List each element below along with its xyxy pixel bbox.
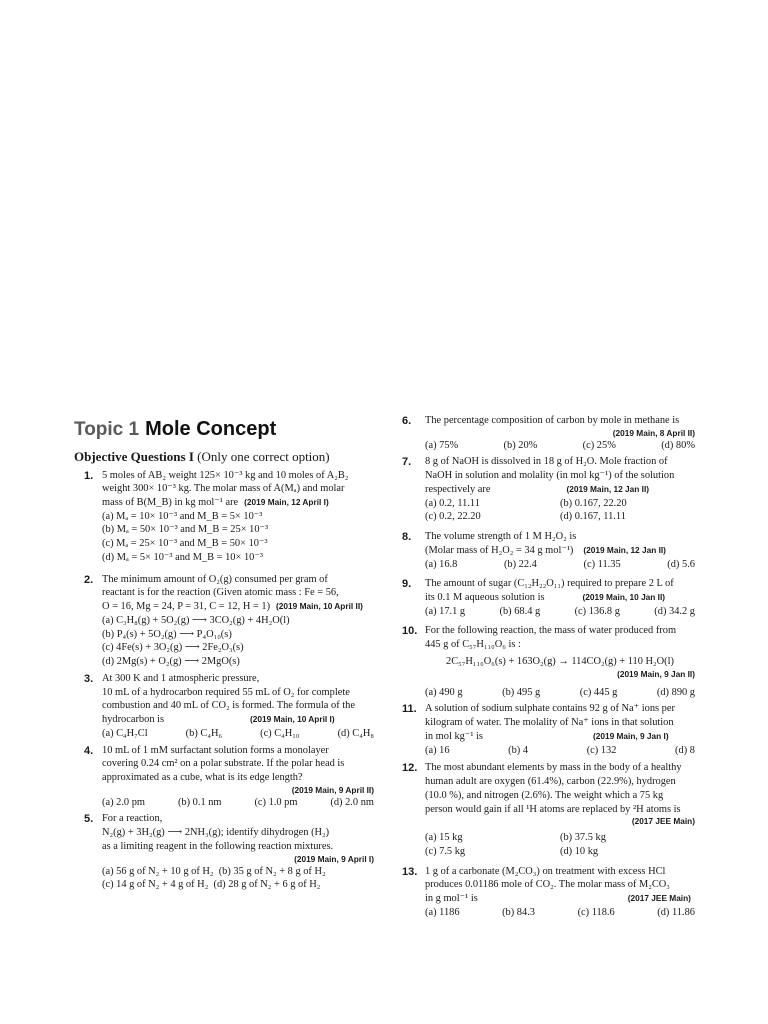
question-text: combustion and 40 mL of CO₂ is formed. The formula of the xyxy=(102,700,355,712)
question-text: 445 g of C₅₇H₁₁₀O₆ is : xyxy=(425,639,521,651)
options-row xyxy=(425,605,695,619)
option-c: (c) 14 g of N₂ + 4 g of H₂ xyxy=(102,879,209,891)
options-row xyxy=(102,796,374,810)
option-d: (d) 28 g of N₂ + 6 g of H₂ xyxy=(213,879,321,891)
options-row xyxy=(425,906,695,920)
question-text: The percentage composition of carbon by mole in methane is xyxy=(425,415,680,426)
option-a: (a) Mₐ = 10× 10⁻³ and M_B = 5× 10⁻³ xyxy=(102,510,263,522)
question-text: The amount of sugar (C₁₂H₂₂O₁₁) required to prepare 2 L of xyxy=(425,578,674,590)
exam-tag: (2019 Main, 12 Jan II) xyxy=(583,544,666,555)
option-a: (a) 0.2, 11.11 xyxy=(425,497,480,509)
section-heading xyxy=(74,448,374,465)
question-9 xyxy=(400,577,695,618)
option-b: (b) C₄H₆ xyxy=(185,727,223,739)
question-4 xyxy=(74,744,374,810)
section-heading-rest: (Only one correct option) xyxy=(197,449,330,465)
options-row xyxy=(425,558,695,572)
question-text: For a reaction, xyxy=(102,813,163,825)
question-8 xyxy=(400,530,695,571)
option-c: (c) 11.35 xyxy=(583,558,621,570)
option-c: (c) 445 g xyxy=(579,686,618,698)
option-a: (a) 490 g xyxy=(425,686,463,698)
exam-tag: (2017 JEE Main) xyxy=(631,816,695,827)
question-text: 10 mL of a hydrocarbon required 55 mL of O₂ for complete xyxy=(102,686,350,698)
question-number: 9. xyxy=(402,578,412,591)
question-1 xyxy=(74,469,374,565)
question-number: 3. xyxy=(84,672,94,685)
question-text: weight 300× 10⁻³ kg. The molar mass of A(Mₐ) and molar xyxy=(102,483,345,495)
option-c: (c) 7.5 kg xyxy=(425,845,466,857)
option-c: (c) 1.0 pm xyxy=(254,796,298,808)
question-text: 8 g of NaOH is dissolved in 18 g of H₂O. Mole fraction of xyxy=(425,456,668,468)
exam-tag: (2019 Main, 9 April II) xyxy=(291,784,374,795)
question-text: 1 g of a carbonate (M₂CO₃) on treatment with excess HCl xyxy=(425,865,666,877)
option-b: (b) 0.167, 22.20 xyxy=(560,497,627,509)
question-text: N₂(g) + 3H₂(g) ⟶ 2NH₃(g); identify dihydrogen (H₂) xyxy=(102,827,330,839)
question-number: 8. xyxy=(402,531,412,544)
option-d: (d) 8 xyxy=(675,744,695,756)
left-column xyxy=(74,412,374,895)
option-a: (a) 75% xyxy=(425,439,459,451)
option-b: (b) 495 g xyxy=(502,686,541,698)
option-b: (b) 84.3 xyxy=(502,906,535,918)
question-text: The minimum amount of O₂(g) consumed per gram of xyxy=(102,573,328,585)
options-row xyxy=(425,744,695,758)
options-row xyxy=(425,439,695,453)
exam-tag: (2019 Main, 10 Jan II) xyxy=(582,592,666,603)
question-text: in g mol⁻¹ is (2017 JEE Main) xyxy=(425,893,691,905)
option-b: (b) P₄(s) + 5O₂(g) ⟶ P₄O₁₀(s) xyxy=(102,628,232,640)
question-number: 11. xyxy=(402,703,417,716)
options-row xyxy=(102,727,374,741)
option-a: (a) 16 xyxy=(425,744,450,756)
question-7 xyxy=(400,455,695,524)
exam-tag: (2017 JEE Main) xyxy=(627,893,691,904)
question-text: respectively are (2019 Main, 12 Jan II) xyxy=(425,483,650,495)
option-d: (d) 80% xyxy=(661,439,695,451)
question-text: human adult are oxygen (61.4%), carbon (22.9%), hydrogen xyxy=(425,776,676,788)
option-d: (d) 2.0 nm xyxy=(330,796,374,808)
option-d: (d) 890 g xyxy=(656,686,695,698)
options-grid xyxy=(425,497,695,524)
question-5 xyxy=(74,812,374,892)
question-text: approximated as a cube, what is its edge length? xyxy=(102,771,303,783)
question-text: The volume strength of 1 M H₂O₂ is xyxy=(425,531,577,543)
option-d: (d) 10 kg xyxy=(560,845,599,857)
question-3 xyxy=(74,672,374,741)
option-d: (d) Mₐ = 5× 10⁻³ and M_B = 10× 10⁻³ xyxy=(102,551,263,563)
question-text: as a limiting reagent in the following reaction mixtures. xyxy=(102,840,334,852)
question-text: its 0.1 M aqueous solution is (2019 Main, 10 Jan II) xyxy=(425,592,666,604)
question-number: 10. xyxy=(402,625,418,638)
option-a: (a) 16.8 xyxy=(425,558,458,570)
options-grid xyxy=(425,831,695,858)
question-text: A solution of sodium sulphate contains 92 g of Na⁺ ions per xyxy=(425,703,675,715)
option-a: (a) 1186 xyxy=(425,906,460,918)
question-number: 6. xyxy=(402,415,412,427)
option-b: (b) 37.5 kg xyxy=(560,832,606,844)
option-b: (b) 0.1 nm xyxy=(177,796,222,808)
option-c: (c) 0.2, 22.20 xyxy=(425,511,481,523)
question-text: kilogram of water. The molality of Na⁺ ions in that solution xyxy=(425,717,674,729)
option-a: (a) C₃H₈(g) + 5O₂(g) ⟶ 3CO₂(g) + 4H₂O(l) xyxy=(102,614,290,626)
option-c: (c) 4Fe(s) + 3O₂(g) ⟶ 2Fe₂O₃(s) xyxy=(102,642,244,654)
option-b: (b) 35 g of N₂ + 8 g of H₂ xyxy=(218,865,326,877)
question-text: mass of B(M_B) in kg mol⁻¹ are (2019 Main, 12 April I) xyxy=(102,497,329,509)
options-row xyxy=(102,865,374,879)
question-number: 12. xyxy=(402,762,418,775)
option-b: (b) 4 xyxy=(508,744,529,756)
topic-heading xyxy=(74,416,374,442)
option-b: (b) 68.4 g xyxy=(499,605,541,617)
question-text: 5 moles of AB₂ weight 125× 10⁻³ kg and 10 moles of A₂B₂ xyxy=(102,469,349,481)
option-b: (b) 20% xyxy=(503,439,538,451)
exam-tag: (2019 Main, 9 Jan II) xyxy=(617,668,695,679)
right-column xyxy=(400,414,695,923)
section-heading-bold: Objective Questions I xyxy=(74,449,194,465)
topic-title: Mole Concept xyxy=(145,418,277,440)
option-d: (d) 34.2 g xyxy=(654,605,695,617)
question-text: At 300 K and 1 atmospheric pressure, xyxy=(102,672,260,684)
option-c: (c) 132 xyxy=(586,744,617,756)
question-6 xyxy=(400,414,695,452)
question-number: 4. xyxy=(84,744,94,757)
reaction-equation: 2C₅₇H₁₁₀O₆(s) + 163O₂(g) → 114CO₂(g) + 110 H₂O(l) xyxy=(446,655,674,667)
question-text: produces 0.01186 mole of CO₂. The molar mass of M₂CO₃ xyxy=(425,879,670,891)
question-2 xyxy=(74,573,374,669)
question-text: person would gain if all ¹H atoms are replaced by ²H atoms is xyxy=(425,803,681,815)
option-d: (d) 2Mg(s) + O₂(g) ⟶ 2MgO(s) xyxy=(102,656,240,668)
question-13 xyxy=(400,865,695,920)
option-a: (a) 2.0 pm xyxy=(102,796,145,808)
options-row xyxy=(102,878,374,892)
exam-tag: (2019 Main, 9 Jan I) xyxy=(592,730,669,741)
question-text: The most abundant elements by mass in the body of a healthy xyxy=(425,762,682,774)
question-text: O = 16, Mg = 24, P = 31, C = 12, H = 1) (2019 Main, 10 April II) xyxy=(102,601,363,613)
exam-tag: (2019 Main, 10 April I) xyxy=(250,714,335,725)
option-d: (d) 5.6 xyxy=(667,558,695,570)
option-c: (c) 25% xyxy=(582,439,616,451)
option-a: (a) 17.1 g xyxy=(425,605,466,617)
option-d: (d) 0.167, 11.11 xyxy=(560,511,626,523)
option-a: (a) 56 g of N₂ + 10 g of H₂ xyxy=(102,865,214,877)
exam-tag: (2019 Main, 9 April I) xyxy=(294,853,374,864)
option-c: (c) Mₐ = 25× 10⁻³ and M_B = 50× 10⁻³ xyxy=(102,538,268,550)
option-b: (b) Mₐ = 50× 10⁻³ and M_B = 25× 10⁻³ xyxy=(102,524,269,536)
question-text: (10.0 %), and nitrogen (2.6%). The weight which a 75 kg xyxy=(425,789,664,801)
question-text: (Molar mass of H₂O₂ = 34 g mol⁻¹) (2019 Main, 12 Jan II) xyxy=(425,544,666,556)
question-text: hydrocarbon is (2019 Main, 10 April I) xyxy=(102,714,335,726)
question-10 xyxy=(400,624,695,699)
question-11 xyxy=(400,702,695,757)
option-d: (d) C₄H₈ xyxy=(337,727,374,739)
question-number: 7. xyxy=(402,456,412,469)
option-d: (d) 11.86 xyxy=(657,906,695,918)
question-number: 2. xyxy=(84,573,94,586)
question-text: 10 mL of 1 mM surfactant solution forms a monolayer xyxy=(102,744,329,756)
exam-tag: (2019 Main, 12 Jan II) xyxy=(566,483,650,494)
exam-tag: (2019 Main, 8 April II) xyxy=(612,427,695,438)
option-b: (b) 22.4 xyxy=(503,558,537,570)
exam-tag: (2019 Main, 10 April II) xyxy=(276,601,363,612)
question-text: reactant is for the reaction (Given atomic mass : Fe = 56, xyxy=(102,587,339,599)
question-text: covering 0.24 cm² on a polar substrate. If the polar head is xyxy=(102,758,345,770)
option-a: (a) C₄H₇Cl xyxy=(102,727,148,739)
option-c: (c) 136.8 g xyxy=(574,605,620,617)
options-row xyxy=(425,686,695,700)
question-number: 5. xyxy=(84,813,94,826)
option-c: (c) 118.6 xyxy=(577,906,615,918)
question-12 xyxy=(400,761,695,858)
question-text: NaOH in solution and molality (in mol kg⁻¹) of the solution xyxy=(425,470,675,482)
exam-tag: (2019 Main, 12 April I) xyxy=(244,497,329,508)
option-a: (a) 15 kg xyxy=(425,832,463,844)
topic-number: Topic 1 xyxy=(74,419,140,440)
option-c: (c) C₄H₁₀ xyxy=(260,727,300,739)
question-text: in mol kg⁻¹ is (2019 Main, 9 Jan I) xyxy=(425,730,669,742)
question-number: 13. xyxy=(402,865,418,878)
question-text: For the following reaction, the mass of water produced from xyxy=(425,625,677,637)
question-number: 1. xyxy=(84,469,94,482)
